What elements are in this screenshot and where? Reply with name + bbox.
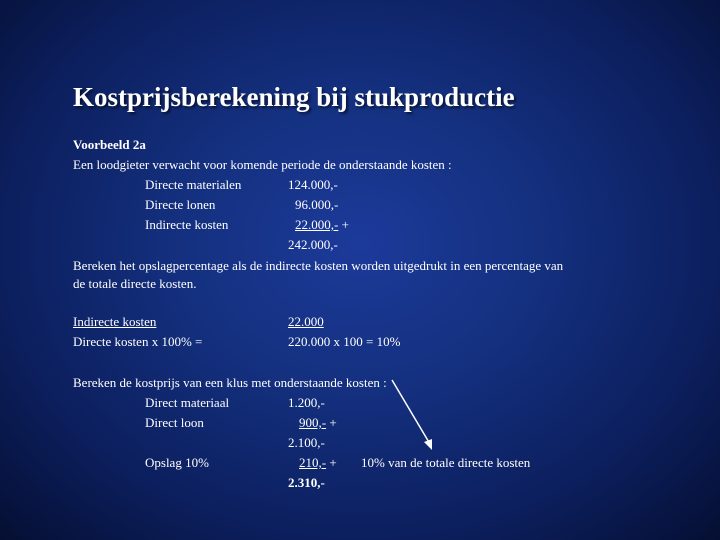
plus-sign: + bbox=[329, 415, 337, 430]
surcharge-label: Opslag 10% bbox=[145, 455, 209, 470]
question-text-line1: Bereken het opslagpercentage als de indirecte kosten worden uitgedrukt in een percentage van bbox=[73, 258, 564, 273]
question-text-line2: de totale directe kosten. bbox=[73, 276, 197, 291]
job-label-material: Direct materiaal bbox=[145, 395, 230, 410]
surcharge-amount: 210,- bbox=[299, 455, 327, 470]
costs-total: 242.000,- bbox=[288, 237, 338, 252]
slide-title: Kostprijsberekening bij stukproductie bbox=[73, 82, 515, 112]
surcharge-note: 10% van de totale directe kosten bbox=[361, 455, 531, 470]
formula-denominator-label: Directe kosten x 100% = bbox=[73, 334, 203, 349]
intro-text: Een loodgieter verwacht voor komende periode de onderstaande kosten : bbox=[73, 157, 452, 172]
cost-label-materials: Directe materialen bbox=[145, 177, 242, 192]
cost-amount-indirect-row bbox=[295, 217, 349, 233]
plus-sign: + bbox=[341, 217, 349, 232]
formula-numerator-value: 22.000 bbox=[288, 314, 324, 329]
question2-text: Bereken de kostprijs van een klus met onderstaande kosten : bbox=[73, 375, 387, 390]
job-amount-material: 1.200,- bbox=[288, 395, 325, 410]
job-total: 2.310,- bbox=[288, 475, 325, 490]
job-amount-wage-row bbox=[299, 415, 337, 431]
cost-label-indirect: Indirecte kosten bbox=[145, 217, 229, 232]
job-subtotal: 2.100,- bbox=[288, 435, 325, 450]
formula-denominator-value: 220.000 x 100 = 10% bbox=[288, 334, 401, 349]
cost-label-wages: Directe lonen bbox=[145, 197, 216, 212]
cost-amount-materials: 124.000,- bbox=[288, 177, 338, 192]
surcharge-amount-row bbox=[299, 455, 337, 471]
example-label: Voorbeeld 2a bbox=[73, 137, 146, 152]
plus-sign: + bbox=[329, 455, 337, 470]
cost-amount-wages: 96.000,- bbox=[295, 197, 339, 212]
formula-numerator-label: Indirecte kosten bbox=[73, 314, 157, 329]
job-label-wage: Direct loon bbox=[145, 415, 204, 430]
job-amount-wage: 900,- bbox=[299, 415, 327, 430]
cost-amount-indirect: 22.000,- bbox=[295, 217, 339, 232]
